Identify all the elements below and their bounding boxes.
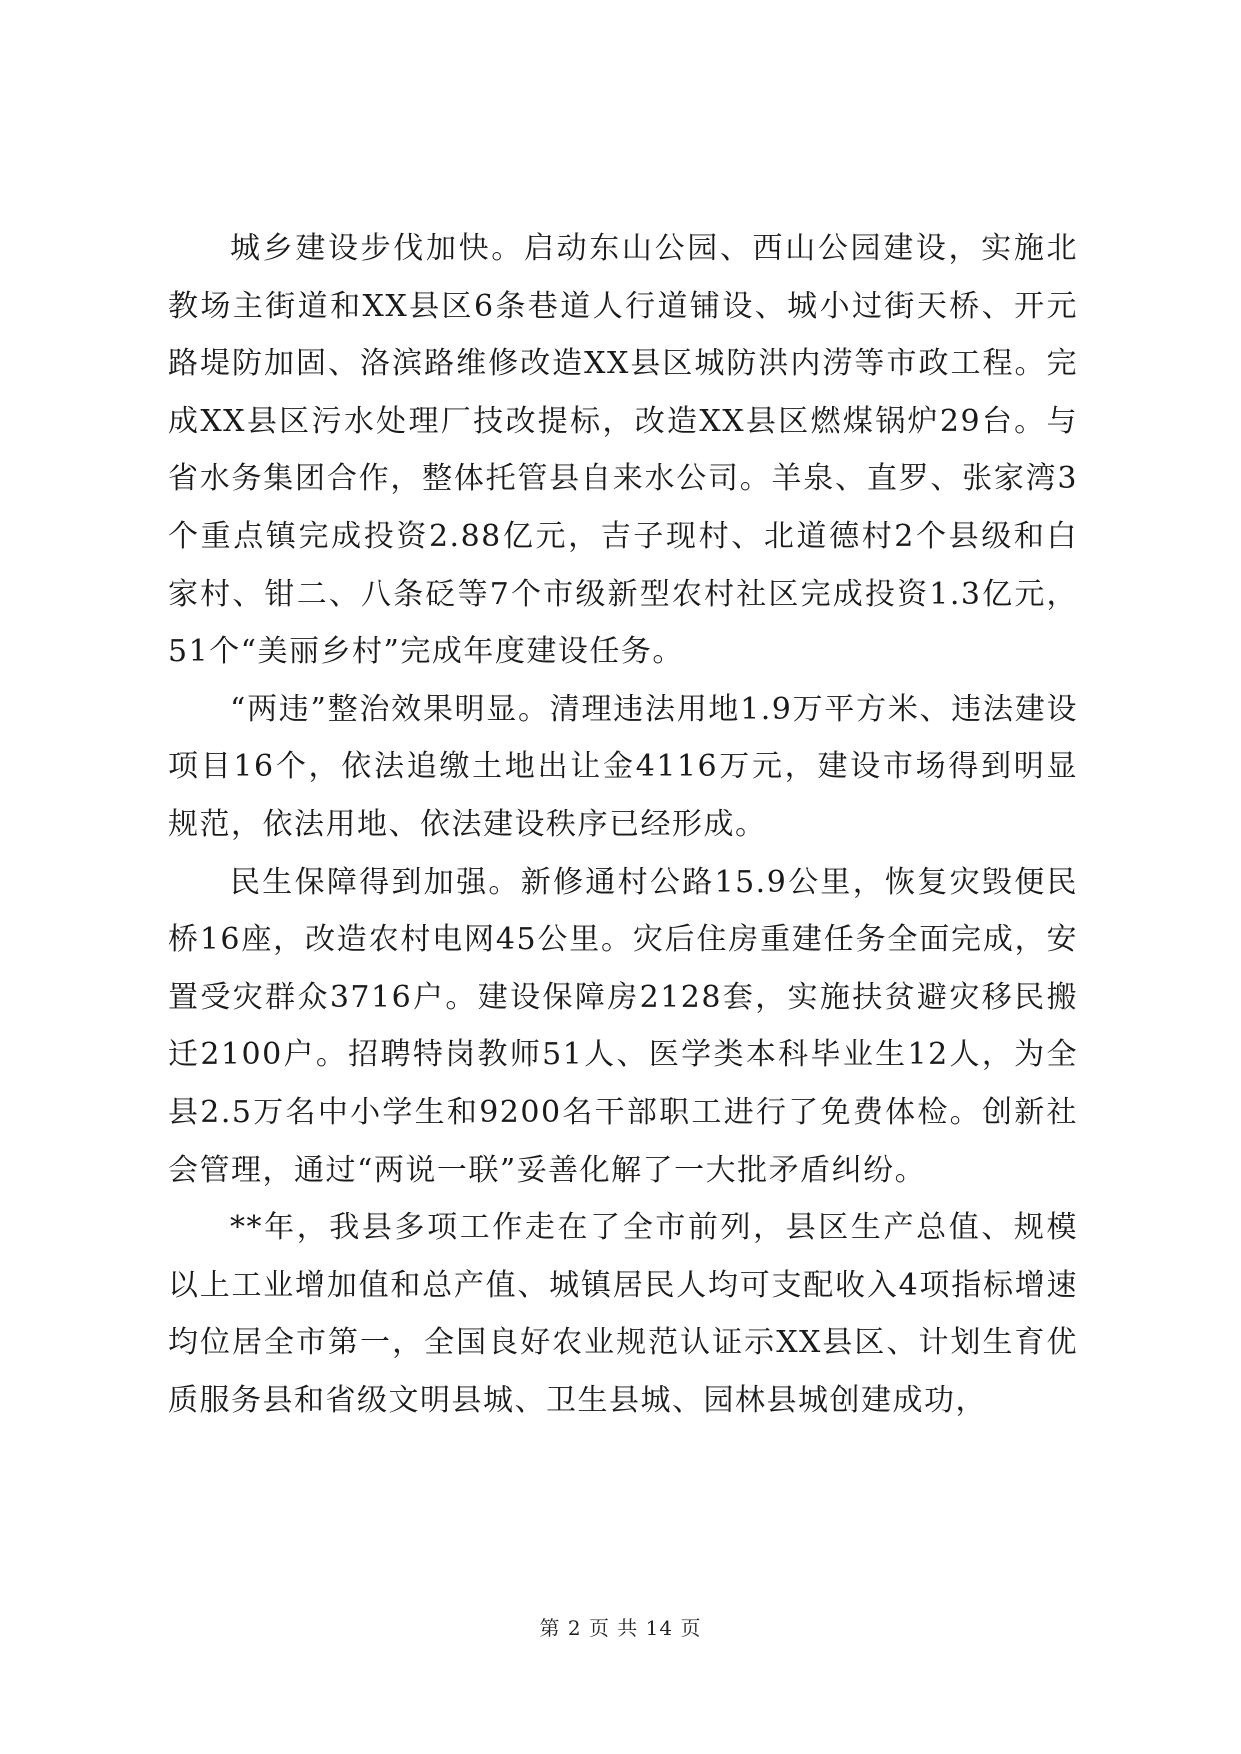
paragraph-annual-achievements: **年，我县多项工作走在了全市前列，县区生产总值、规模以上工业增加值和总产值、城镇居民人均可支配收入4项指标增速均位居全市第一，全国良好农业规范认证示XX县区、计划生育优质服务县和省级文明县城、卫生县城、园林县城创建成功， <box>168 1210 1078 1418</box>
document-body <box>168 220 1078 1429</box>
page-footer: 第 2 页 共 14 页 <box>539 1616 702 1640</box>
paragraph-livelihood-security: 民生保障得到加强。新修通村公路15.9公里，恢复灾毁便民桥16座，改造农村电网45公里。灾后住房重建任务全面完成，安置受灾群众3716户。建设保障房2128套，实施扶贫避灾移民搬迁2100户。招聘特岗教师51人、医学类本科毕业生12人，为全县2.5万名中小学生和9200名干部职工进行了免费体检。创新社会管理，通过“两说一联”妥善化解了一大批矛盾纠纷。 <box>168 864 1078 1188</box>
paragraph-urban-rural-construction: 城乡建设步伐加快。启动东山公园、西山公园建设，实施北教场主街道和XX县区6条巷道人行道铺设、城小过街天桥、开元路堤防加固、洛滨路维修改造XX县区城防洪内涝等市政工程。完成XX县区污水处理厂技改提标，改造XX县区燃煤锅炉29台。与省水务集团合作，整体托管县自来水公司。羊泉、直罗、张家湾3个重点镇完成投资2.88亿元，吉子现村、北道德村2个县级和白家村、钳二、八条砭等7个市级新型农村社区完成投资1.3亿元，51个“美丽乡村”完成年度建设任务。 <box>168 231 1078 670</box>
paragraph-illegal-land-rectification: “两违”整治效果明显。清理违法用地1.9万平方米、违法建设项目16个，依法追缴土地出让金4116万元，建设市场得到明显规范，依法用地、依法建设秩序已经形成。 <box>168 691 1078 842</box>
